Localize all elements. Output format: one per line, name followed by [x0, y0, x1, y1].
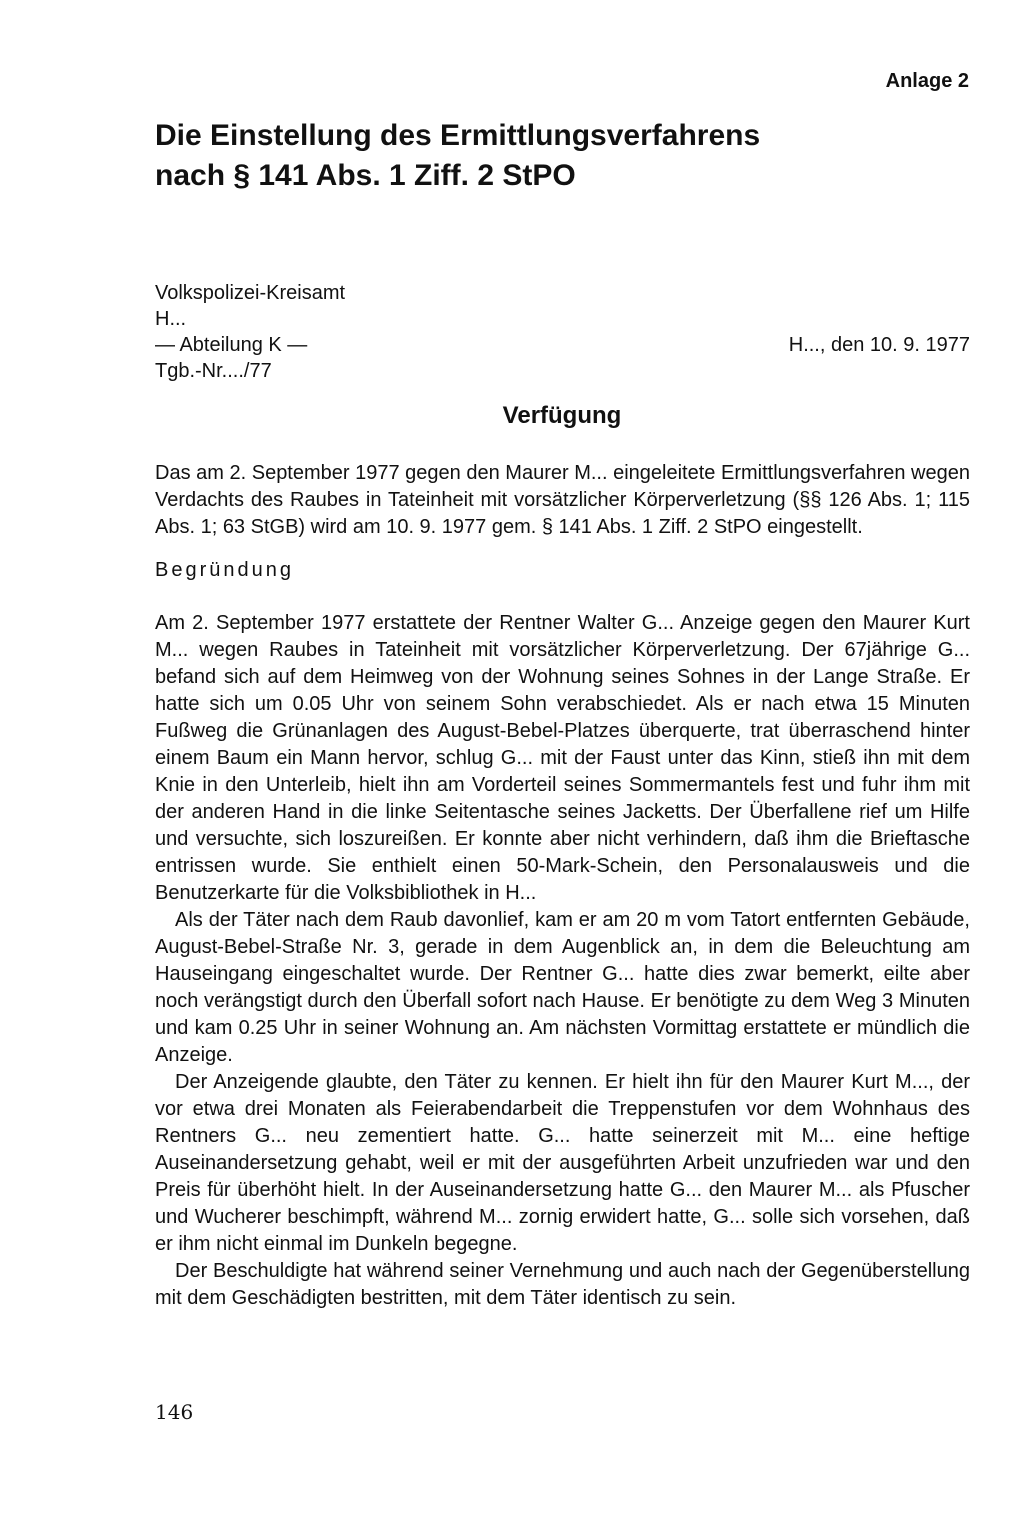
- place-date: H..., den 10. 9. 1977: [788, 334, 970, 356]
- document-header: [155, 280, 970, 384]
- page-title: [155, 116, 955, 196]
- title-line-1: Die Einstellung des Ermittlungsverfahrens: [155, 119, 761, 152]
- paragraph: Der Anzeigende glaubte, den Täter zu kennen. Er hielt ihn für den Maurer Kurt M..., der vor etwa drei Monaten als Feierabendarbeit die Treppenstufen vor dem Wohnhaus des Rentners G... neu zementiert hatte. G... hatte seinerzeit mit M... eine heftige Auseinandersetzung gehabt, weil er mit der ausgeführten Arbeit unzufrieden war und den Preis für überhöht hielt. In der Auseinandersetzung hatte G... den Maurer M... als Pfuscher und Wucherer beschimpft, während M... zornig erwidert hatte, G... solle sich vorsehen, daß er ihm nicht einmal im Dunkeln begegne.: [155, 1071, 970, 1255]
- section-heading: Verfügung: [502, 402, 622, 429]
- title-line-2: nach § 141 Abs. 1 Ziff. 2 StPO: [155, 159, 576, 192]
- office-city: H...: [155, 308, 187, 330]
- paragraph: Als der Täter nach dem Raub davonlief, kam er am 20 m vom Tatort entfernten Gebäude, August-Bebel-Straße Nr. 3, gerade in dem Augenblick an, in dem die Beleuchtung am Hauseingang eingeschaltet wurde. Der Rentner G... hatte dies zwar bemerkt, eilte aber noch verängstigt durch den Überfall sofort nach Hause. Er benötigte zu dem Weg 3 Minuten und kam 0.25 Uhr in seiner Wohnung an. Am nächsten Vormittag erstattete er mündlich die Anzeige.: [155, 909, 970, 1066]
- paragraph: Der Beschuldigte hat während seiner Vernehmung und auch nach der Gegenüberstellung mit dem Geschädigten bestritten, mit dem Täter identisch zu sein.: [155, 1260, 970, 1309]
- intro-paragraph: Das am 2. September 1977 gegen den Maurer M... eingeleitete Ermittlungsverfahren wegen Verdachts des Raubes in Tateinheit mit vorsätzlicher Körperverletzung (§§ 126 Abs. 1; 115 Abs. 1; 63 StGB) wird am 10. 9. 1977 gem. § 141 Abs. 1 Ziff. 2 StPO eingestellt.: [155, 462, 970, 538]
- reference-number: Tgb.-Nr..../77: [155, 360, 272, 382]
- page-number: 146: [155, 1400, 194, 1424]
- department: — Abteilung K —: [155, 334, 308, 356]
- office-name: Volkspolizei-Kreisamt: [155, 282, 346, 304]
- document-body: [155, 460, 970, 1312]
- paragraph: Am 2. September 1977 erstattete der Rentner Walter G... Anzeige gegen den Maurer Kurt M... wegen Raubes in Tateinheit mit vorsätzlicher Körperverletzung. Der 67jährige G... befand sich auf dem Heimweg von der Wohnung seines Sohnes in der Lange Straße. Er hatte sich um 0.05 Uhr von seinem Sohn verabschiedet. Als er nach etwa 15 Minuten Fußweg die Grünanlagen des August-Bebel-Platzes überquerte, trat überraschend hinter einem Baum ein Mann hervor, schlug G... mit der Faust unter das Kinn, stieß ihn mit dem Knie in den Unterleib, hielt ihn am Vorderteil seines Sommermantels fest und fuhr ihm mit der anderen Hand in die linke Seitentasche seines Jacketts. Der Überfallene rief um Hilfe und versuchte, sich loszureißen. Er konnte aber nicht verhindern, daß ihm die Brieftasche entrissen wurde. Sie enthielt einen 50-Mark-Schein, den Personalausweis und die Benutzerkarte für die Volksbibliothek in H...: [155, 612, 970, 904]
- reasoning-label: Begründung: [155, 559, 294, 581]
- annex-label: Anlage 2: [885, 70, 969, 92]
